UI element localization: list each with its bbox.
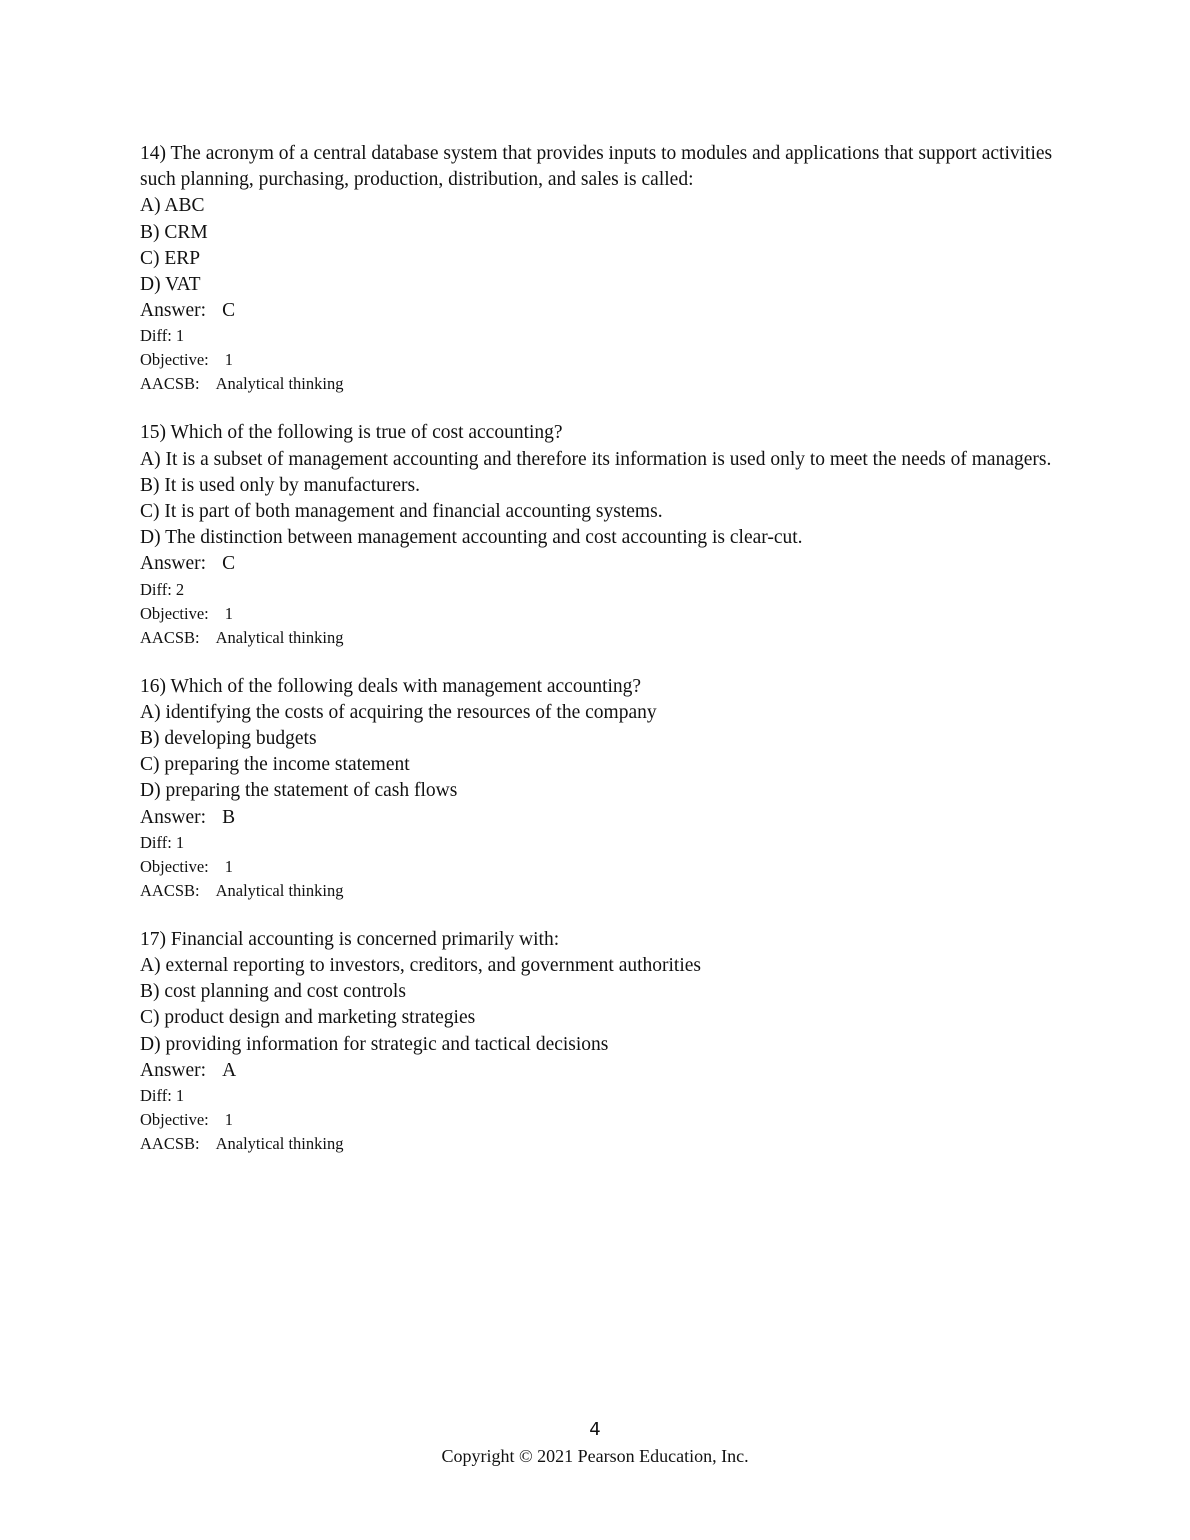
aacsb-label: AACSB:	[140, 627, 200, 647]
objective-label: Objective:	[140, 856, 209, 876]
aacsb-label: AACSB:	[140, 374, 200, 394]
diff-label: Diff:	[140, 832, 172, 852]
answer-line	[140, 551, 1070, 577]
answer-label: Answer:	[140, 300, 207, 322]
answer-label: Answer:	[140, 553, 207, 575]
copyright-notice: Copyright © 2021 Pearson Education, Inc.	[441, 1446, 749, 1466]
option-a: A) external reporting to investors, creditors, and government authorities	[140, 955, 702, 977]
option-b: B) It is used only by manufacturers.	[140, 474, 420, 496]
question-17	[140, 927, 1070, 1156]
question-stem: 16) Which of the following deals with management accounting?	[140, 675, 642, 697]
option-a: A) ABC	[140, 195, 205, 217]
answer-line	[140, 805, 1070, 831]
answer-value: A	[222, 1059, 237, 1081]
question-stem: 15) Which of the following is true of cost accounting?	[140, 422, 563, 444]
objective-line	[140, 348, 1070, 372]
aacsb-line	[140, 626, 1070, 650]
option-d: D) The distinction between management accounting and cost accounting is clear-cut.	[140, 527, 803, 549]
question-stem: 17) Financial accounting is concerned primarily with:	[140, 928, 560, 950]
objective-value: 1	[224, 856, 233, 876]
aacsb-label: AACSB:	[140, 880, 200, 900]
diff-value: 1	[175, 326, 185, 346]
page-number: 4	[589, 1419, 601, 1440]
diff-line	[140, 324, 1070, 348]
option-b: B) CRM	[140, 221, 208, 243]
option-d: D) preparing the statement of cash flows	[140, 780, 458, 802]
answer-label: Answer:	[140, 1059, 207, 1081]
aacsb-value: Analytical thinking	[215, 1134, 344, 1154]
question-14	[140, 141, 1070, 396]
objective-line	[140, 1108, 1070, 1132]
answer-value: C	[222, 300, 236, 322]
diff-value: 2	[175, 579, 185, 599]
aacsb-line	[140, 1132, 1070, 1156]
option-a: A) It is a subset of management accounting and therefore its information is used only to meet the needs of managers.	[140, 448, 1052, 470]
aacsb-label: AACSB:	[140, 1134, 200, 1154]
aacsb-value: Analytical thinking	[215, 880, 344, 900]
diff-line	[140, 578, 1070, 602]
objective-value: 1	[224, 603, 233, 623]
option-c: C) It is part of both management and financial accounting systems.	[140, 501, 663, 523]
answer-line	[140, 1058, 1070, 1084]
answer-line	[140, 298, 1070, 324]
answer-value: B	[222, 806, 236, 828]
diff-label: Diff:	[140, 326, 172, 346]
option-a: A) identifying the costs of acquiring the resources of the company	[140, 701, 657, 723]
diff-label: Diff:	[140, 1086, 172, 1106]
aacsb-line	[140, 372, 1070, 396]
option-c: C) ERP	[140, 247, 201, 269]
aacsb-value: Analytical thinking	[215, 627, 344, 647]
diff-label: Diff:	[140, 579, 172, 599]
question-16	[140, 674, 1070, 903]
document-page	[140, 141, 1070, 1180]
diff-value: 1	[175, 1086, 185, 1106]
objective-line	[140, 855, 1070, 879]
objective-value: 1	[224, 1110, 233, 1130]
option-c: C) product design and marketing strategies	[140, 1007, 476, 1029]
diff-line	[140, 831, 1070, 855]
objective-value: 1	[224, 350, 233, 370]
objective-label: Objective:	[140, 350, 209, 370]
objective-line	[140, 602, 1070, 626]
option-d: D) VAT	[140, 274, 201, 296]
answer-value: C	[222, 553, 236, 575]
diff-line	[140, 1084, 1070, 1108]
option-c: C) preparing the income statement	[140, 754, 410, 776]
option-b: B) cost planning and cost controls	[140, 981, 406, 1003]
diff-value: 1	[175, 832, 185, 852]
answer-label: Answer:	[140, 806, 207, 828]
option-b: B) developing budgets	[140, 728, 317, 750]
objective-label: Objective:	[140, 603, 209, 623]
question-stem: 14) The acronym of a central database system that provides inputs to modules and applications that support activities such planning, purchasing, production, distribution, and sales is called:	[140, 143, 1053, 191]
aacsb-line	[140, 879, 1070, 903]
objective-label: Objective:	[140, 1110, 209, 1130]
option-d: D) providing information for strategic and tactical decisions	[140, 1033, 609, 1055]
aacsb-value: Analytical thinking	[215, 374, 344, 394]
question-15	[140, 420, 1070, 649]
